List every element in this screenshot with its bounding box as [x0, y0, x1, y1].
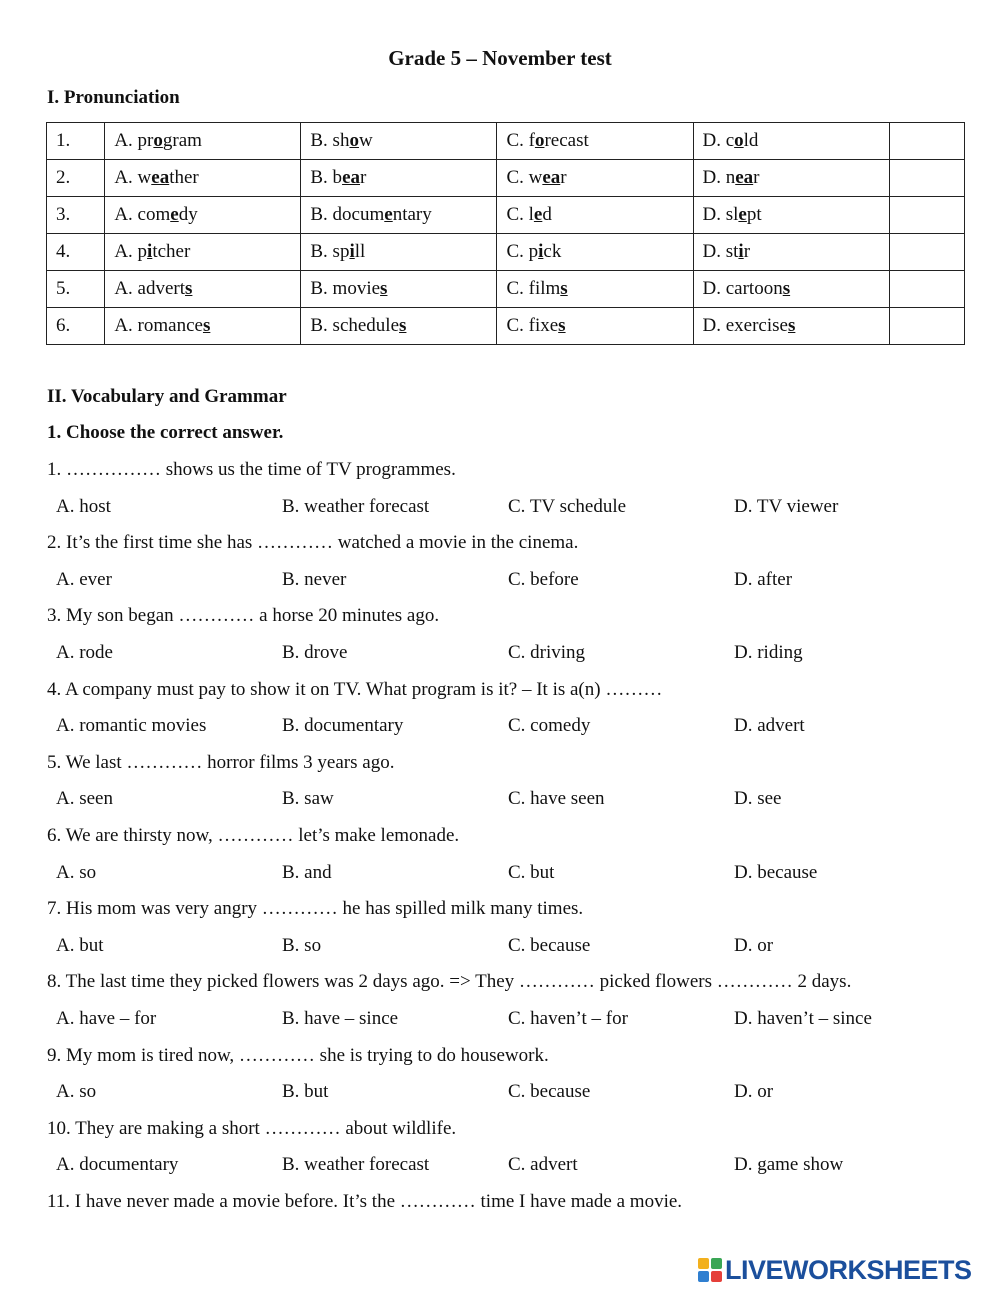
- answer-options: [47, 784, 977, 821]
- answer-option[interactable]: A. so: [56, 1081, 97, 1103]
- answer-box[interactable]: [889, 234, 964, 271]
- answer-option[interactable]: D. or: [734, 934, 774, 956]
- answer-option[interactable]: D. advert: [734, 715, 805, 737]
- question-text: 7. His mom was very angry ………… he has spilled milk many times.: [47, 898, 584, 920]
- logo-icon: [698, 1258, 722, 1282]
- answer-option[interactable]: D. haven’t – since: [734, 1007, 872, 1029]
- pronunciation-option: B. documentary: [301, 197, 497, 234]
- underlined-sound: i: [538, 241, 544, 262]
- answer-options: [47, 1004, 977, 1041]
- answer-options: [47, 711, 977, 748]
- pronunciation-number: 3.: [47, 197, 105, 234]
- pronunciation-option: D. exercises: [693, 308, 889, 345]
- pronunciation-option: A. adverts: [105, 271, 301, 308]
- pronunciation-row: [47, 123, 965, 160]
- answer-option[interactable]: C. driving: [508, 641, 586, 663]
- pronunciation-option: D. cartoons: [693, 271, 889, 308]
- pronunciation-row: [47, 160, 965, 197]
- underlined-sound: s: [380, 278, 388, 299]
- answer-box[interactable]: [889, 160, 964, 197]
- answer-option[interactable]: A. but: [56, 934, 104, 956]
- underlined-sound: o: [153, 130, 163, 151]
- pronunciation-option: C. pick: [497, 234, 693, 271]
- pronunciation-number: 1.: [47, 123, 105, 160]
- pronunciation-row: [47, 308, 965, 345]
- pronunciation-option: A. program: [105, 123, 301, 160]
- answer-options: [47, 858, 977, 895]
- pronunciation-row: [47, 197, 965, 234]
- pronunciation-option: B. schedules: [301, 308, 497, 345]
- answer-box[interactable]: [889, 197, 964, 234]
- pronunciation-option: B. movies: [301, 271, 497, 308]
- answer-box[interactable]: [889, 308, 964, 345]
- pronunciation-option: A. romances: [105, 308, 301, 345]
- pronunciation-option: A. weather: [105, 160, 301, 197]
- underlined-sound: i: [738, 241, 744, 262]
- underlined-sound: ea: [542, 167, 561, 188]
- answer-option[interactable]: B. but: [282, 1081, 329, 1103]
- pronunciation-option: C. wear: [497, 160, 693, 197]
- underlined-sound: e: [384, 204, 393, 225]
- answer-option[interactable]: C. because: [508, 1081, 591, 1103]
- answer-option[interactable]: C. but: [508, 861, 555, 883]
- answer-option[interactable]: B. and: [282, 861, 332, 883]
- answer-option[interactable]: D. riding: [734, 641, 803, 663]
- pronunciation-option: D. near: [693, 160, 889, 197]
- answer-option[interactable]: B. have – since: [282, 1007, 399, 1029]
- pronunciation-row: [47, 234, 965, 271]
- underlined-sound: s: [782, 278, 791, 299]
- question-text: 5. We last ………… horror films 3 years ago.: [47, 751, 395, 773]
- answer-option[interactable]: B. never: [282, 568, 347, 590]
- answer-option[interactable]: B. documentary: [282, 715, 404, 737]
- answer-option[interactable]: A. seen: [56, 788, 113, 810]
- answer-option[interactable]: B. weather forecast: [282, 495, 430, 517]
- answer-option[interactable]: B. saw: [282, 788, 334, 810]
- answer-option[interactable]: D. see: [734, 788, 782, 810]
- question-text: 10. They are making a short ………… about wildlife.: [47, 1117, 457, 1139]
- pronunciation-option: B. show: [301, 123, 497, 160]
- underlined-sound: s: [202, 315, 211, 336]
- question-text: 8. The last time they picked flowers was 2 days ago. => They ………… picked flowers ………… 2 days.: [47, 971, 852, 993]
- underlined-sound: s: [185, 278, 193, 299]
- answer-option[interactable]: C. haven’t – for: [508, 1007, 628, 1029]
- answer-option[interactable]: C. have seen: [508, 788, 605, 810]
- question-text: 11. I have never made a movie before. It’s the ………… time I have made a movie.: [47, 1190, 683, 1212]
- underlined-sound: s: [558, 315, 566, 336]
- answer-option[interactable]: C. TV schedule: [508, 495, 627, 517]
- answer-box[interactable]: [889, 123, 964, 160]
- pronunciation-option: A. pitcher: [105, 234, 301, 271]
- answer-option[interactable]: C. before: [508, 568, 579, 590]
- answer-option[interactable]: A. documentary: [56, 1154, 179, 1176]
- pronunciation-table: [46, 122, 965, 345]
- pronunciation-number: 4.: [47, 234, 105, 271]
- question-text: 1. …………… shows us the time of TV programmes.: [47, 459, 456, 480]
- pronunciation-number: 6.: [47, 308, 105, 345]
- answer-options: [47, 492, 977, 529]
- answer-option[interactable]: A. rode: [56, 641, 113, 663]
- pronunciation-number: 2.: [47, 160, 105, 197]
- page-title: Grade 5 – November test: [388, 46, 612, 70]
- question-text: 4. A company must pay to show it on TV. What program is it? – It is a(n) ………: [47, 678, 663, 700]
- answer-option[interactable]: C. because: [508, 934, 591, 956]
- pronunciation-option: C. fixes: [497, 308, 693, 345]
- answer-option[interactable]: D. or: [734, 1081, 774, 1103]
- pronunciation-option: D. slept: [693, 197, 889, 234]
- underlined-sound: o: [534, 130, 545, 151]
- answer-option[interactable]: D. because: [734, 861, 818, 883]
- answer-option[interactable]: D. game show: [734, 1154, 844, 1176]
- answer-option[interactable]: A. ever: [56, 568, 112, 590]
- answer-option[interactable]: A. have – for: [56, 1007, 157, 1029]
- pronunciation-option: D. stir: [693, 234, 889, 271]
- pronunciation-number: 5.: [47, 271, 105, 308]
- underlined-sound: e: [738, 204, 747, 225]
- underlined-sound: ea: [342, 167, 360, 188]
- underlined-sound: s: [560, 278, 568, 299]
- answer-options: [47, 931, 977, 968]
- answer-options: [47, 1077, 977, 1114]
- underlined-sound: e: [170, 204, 179, 225]
- answer-options: [47, 638, 977, 675]
- pronunciation-option: D. cold: [693, 123, 889, 160]
- question-text: 2. It’s the first time she has ………… watched a movie in the cinema.: [47, 532, 579, 554]
- underlined-sound: s: [399, 315, 407, 336]
- answer-options: [47, 1150, 977, 1187]
- pronunciation-option: B. spill: [301, 234, 497, 271]
- question-text: 6. We are thirsty now, ………… let’s make lemonade.: [47, 824, 460, 846]
- section-heading-vocabulary: II. Vocabulary and Grammar: [47, 386, 287, 407]
- pronunciation-option: A. comedy: [105, 197, 301, 234]
- question-text: 9. My mom is tired now, ………… she is trying to do housework.: [47, 1044, 549, 1066]
- liveworksheets-logo: [698, 1255, 972, 1285]
- question-text: 3. My son began ………… a horse 20 minutes ago.: [47, 605, 440, 627]
- answer-option[interactable]: A. host: [56, 495, 111, 517]
- exercise-instruction: 1. Choose the correct answer.: [47, 422, 284, 443]
- answer-option[interactable]: A. romantic movies: [56, 715, 207, 737]
- question-list: [47, 455, 977, 1223]
- underlined-sound: i: [349, 241, 355, 262]
- pronunciation-option: C. films: [497, 271, 693, 308]
- answer-option[interactable]: D. TV viewer: [734, 495, 839, 517]
- underlined-sound: ea: [151, 167, 170, 188]
- logo-text: LIVEWORKSHEETS: [725, 1254, 972, 1285]
- pronunciation-option: C. forecast: [497, 123, 693, 160]
- answer-option[interactable]: A. so: [56, 861, 97, 883]
- answer-option[interactable]: C. comedy: [508, 715, 591, 737]
- answer-option[interactable]: C. advert: [508, 1154, 578, 1176]
- answer-option[interactable]: B. weather forecast: [282, 1154, 430, 1176]
- answer-box[interactable]: [889, 271, 964, 308]
- pronunciation-row: [47, 271, 965, 308]
- section-heading-pronunciation: I. Pronunciation: [47, 87, 180, 108]
- answer-option[interactable]: B. drove: [282, 641, 348, 663]
- underlined-sound: o: [734, 130, 744, 151]
- pronunciation-option: B. bear: [301, 160, 497, 197]
- answer-option[interactable]: B. so: [282, 934, 322, 956]
- answer-option[interactable]: D. after: [734, 568, 793, 590]
- underlined-sound: ea: [735, 167, 754, 188]
- pronunciation-option: C. led: [497, 197, 693, 234]
- underlined-sound: o: [349, 130, 359, 151]
- underlined-sound: e: [533, 204, 543, 225]
- underlined-sound: i: [147, 241, 153, 262]
- underlined-sound: s: [787, 315, 796, 336]
- answer-options: [47, 565, 977, 602]
